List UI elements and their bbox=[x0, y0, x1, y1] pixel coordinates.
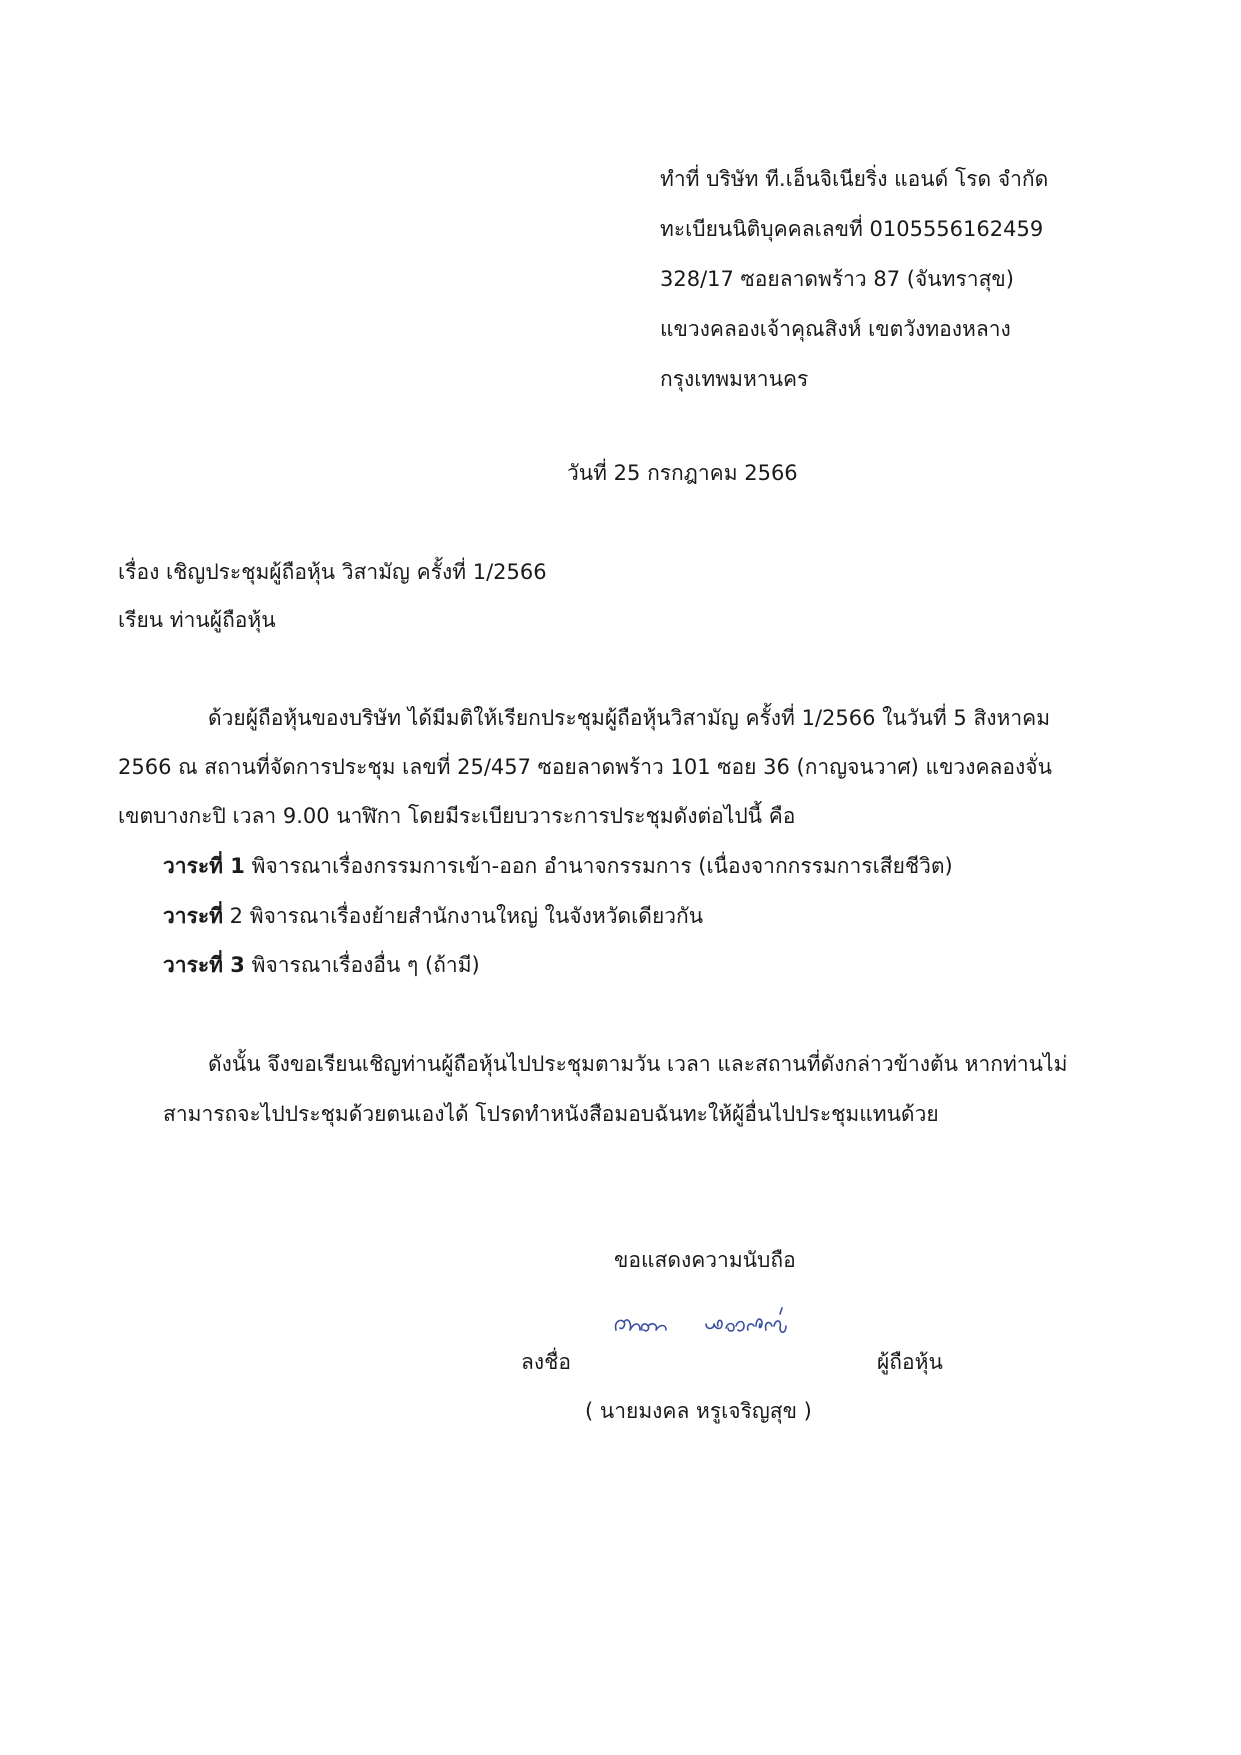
agenda-text: พิจารณาเรื่องย้ายสำนักงานใหญ่ ในจังหวัดเดียวกัน bbox=[243, 904, 704, 928]
agenda-item-1 bbox=[163, 856, 953, 877]
agenda-text: พิจารณาเรื่องกรรมการเข้า-ออก อำนาจกรรมการ (เนื่องจากกรรมการเสียชีวิต) bbox=[244, 854, 953, 878]
agenda-number: 2 bbox=[223, 904, 244, 928]
sender-registration: ทะเบียนนิติบุคคลเลขที่ 0105556162459 bbox=[660, 217, 1044, 241]
letter-date: วันที่ 25 กรกฎาคม 2566 bbox=[567, 461, 798, 485]
sender-place: ทำที่ บริษัท ที.เอ็นจิเนียริ่ง แอนด์ โรด จำกัด bbox=[660, 167, 1049, 191]
sender-address-line1: 328/17 ซอยลาดพร้าว 87 (จันทราสุข) bbox=[660, 267, 1014, 291]
agenda-item-3 bbox=[163, 955, 480, 976]
body-paragraph1-line3: เขตบางกะปิ เวลา 9.00 นาฬิกา โดยมีระเบียบวาระการประชุมดังต่อไปนี้ คือ bbox=[118, 804, 796, 828]
handwritten-signature bbox=[610, 1300, 850, 1348]
letter-subject: เรื่อง เชิญประชุมผู้ถือหุ้น วิสามัญ ครั้งที่ 1/2566 bbox=[118, 560, 547, 584]
sender-address-line3: กรุงเทพมหานคร bbox=[660, 367, 809, 391]
body-paragraph1-line1: ด้วยผู้ถือหุ้นของบริษัท ได้มีมติให้เรียกประชุมผู้ถือหุ้นวิสามัญ ครั้งที่ 1/2566 ในวันที่ 5 สิงหาคม bbox=[208, 706, 1051, 730]
letter-salutation: เรียน ท่านผู้ถือหุ้น bbox=[118, 608, 276, 632]
body-paragraph1-line2: 2566 ณ สถานที่จัดการประชุม เลขที่ 25/457 ซอยลาดพร้าว 101 ซอย 36 (กาญจนวาศ) แขวงคลองจั่น bbox=[118, 755, 1052, 779]
body-paragraph2-line1: ดังนั้น จึงขอเรียนเชิญท่านผู้ถือหุ้นไปประชุมตามวัน เวลา และสถานที่ดังกล่าวข้างต้น หากท่านไม่ bbox=[208, 1052, 1068, 1076]
agenda-label: วาระที่ bbox=[163, 904, 223, 928]
sender-address-line2: แขวงคลองเจ้าคุณสิงห์ เขตวังทองหลาง bbox=[660, 317, 1011, 341]
agenda-label: วาระที่ 3 bbox=[163, 953, 245, 977]
closing-regards: ขอแสดงความนับถือ bbox=[614, 1248, 796, 1272]
agenda-label: วาระที่ 1 bbox=[163, 854, 245, 878]
signer-role: ผู้ถือหุ้น bbox=[877, 1350, 943, 1374]
signer-name: ( นายมงคล หรูเจริญสุข ) bbox=[585, 1399, 812, 1423]
agenda-item-2 bbox=[163, 906, 703, 927]
sign-label: ลงชื่อ bbox=[521, 1350, 571, 1374]
agenda-text: พิจารณาเรื่องอื่น ๆ (ถ้ามี) bbox=[244, 953, 480, 977]
body-paragraph2-line2: สามารถจะไปประชุมด้วยตนเองได้ โปรดทำหนังสือมอบฉันทะให้ผู้อื่นไปประชุมแทนด้วย bbox=[163, 1102, 939, 1126]
